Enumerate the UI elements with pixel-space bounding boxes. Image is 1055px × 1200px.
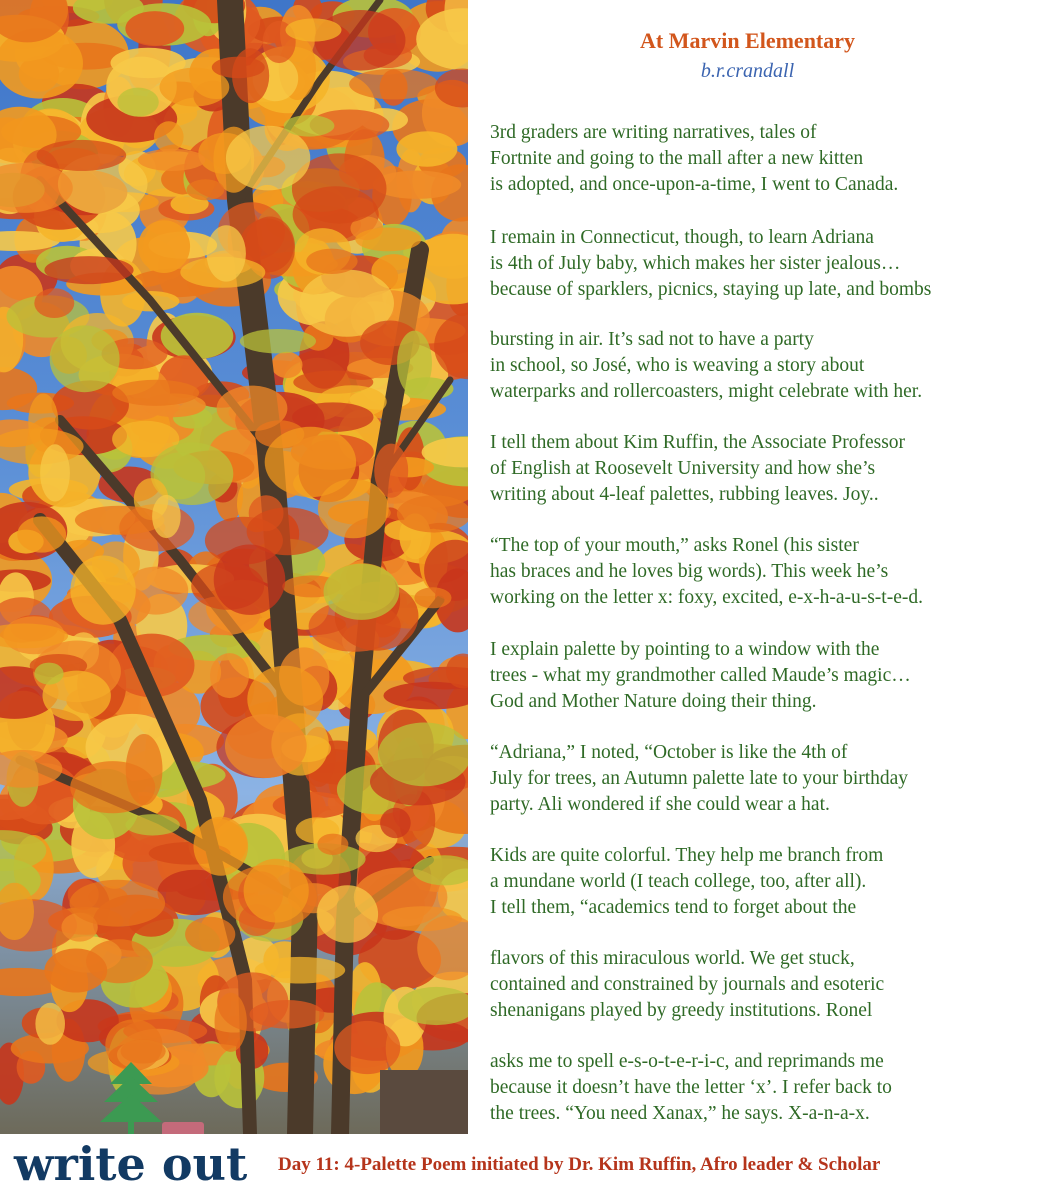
poem-line: is adopted, and once-upon-a-time, I went to Canada. <box>490 174 899 195</box>
poem-line: bursting in air. It’s sad not to have a party <box>490 329 814 350</box>
poem-line: flavors of this miraculous world. We get stuck, <box>490 948 855 969</box>
poem-line: contained and constrained by journals and esoteric <box>490 974 885 995</box>
stanza <box>490 120 1045 198</box>
poem-line: because it doesn’t have the letter ‘x’. I refer back to <box>490 1077 892 1098</box>
poem-line: I tell them about Kim Ruffin, the Associate Professor <box>490 432 906 453</box>
stanza <box>490 637 1045 715</box>
tree-illustration <box>0 0 468 1134</box>
stanza <box>490 533 1045 611</box>
footer-caption: Day 11: 4-Palette Poem initiated by Dr. Kim Ruffin, Afro leader & Scholar <box>278 1154 881 1175</box>
stanza <box>490 740 1045 818</box>
poem-line: Kids are quite colorful. They help me branch from <box>490 845 884 866</box>
footer-bar <box>0 1134 1055 1200</box>
poem-line: I explain palette by pointing to a window with the <box>490 639 880 660</box>
stanza <box>490 225 1045 303</box>
poem-line: because of sparklers, picnics, staying up late, and bombs <box>490 279 932 300</box>
tree-logo-icon <box>98 1062 164 1134</box>
poem-line: 3rd graders are writing narratives, tales of <box>490 122 817 143</box>
poem-line: writing about 4-leaf palettes, rubbing leaves. Joy.. <box>490 484 879 505</box>
poem-title: At Marvin Elementary <box>639 28 856 53</box>
poem-line: of English at Roosevelt University and how she’s <box>490 458 876 479</box>
poem-line: God and Mother Nature doing their thing. <box>490 691 817 712</box>
poem-panel <box>490 0 1050 1134</box>
poem-line: asks me to spell e-s-o-t-e-r-i-c, and reprimands me <box>490 1051 884 1072</box>
poem-line: I tell them, “academics tend to forget about the <box>490 897 857 918</box>
stanza <box>490 843 1045 921</box>
stanza <box>490 1049 1045 1127</box>
poem-line: in school, so José, who is weaving a story about <box>490 355 865 376</box>
poem-author: b.r.crandall <box>700 60 795 82</box>
write-out-logo: write out <box>14 1137 248 1191</box>
poem-line: a mundane world (I teach college, too, after all). <box>490 871 867 892</box>
poem-line: the trees. “You need Xanax,” he says. X-a-n-a-x. <box>490 1103 870 1124</box>
poem-line: shenanigans played by greedy institutions. Ronel <box>490 1000 873 1021</box>
poem-line: working on the letter x: foxy, excited, e-x-h-a-u-s-t-e-d. <box>490 587 923 608</box>
poem-line: July for trees, an Autumn palette late to your birthday <box>490 768 909 789</box>
poem-line: waterparks and rollercoasters, might celebrate with her. <box>490 381 923 402</box>
poem-line: I remain in Connecticut, though, to learn Adriana <box>490 227 874 248</box>
poem-line: Fortnite and going to the mall after a new kitten <box>490 148 864 169</box>
stanza <box>490 946 1045 1024</box>
poem-line: “The top of your mouth,” asks Ronel (his sister <box>490 535 859 556</box>
poem-line: party. Ali wondered if she could wear a hat. <box>490 794 830 815</box>
poem-line: “Adriana,” I noted, “October is like the 4th of <box>490 742 848 763</box>
stanza <box>490 327 1045 405</box>
poem-line: trees - what my grandmother called Maude’s magic… <box>490 665 911 686</box>
poem-line: has braces and he loves big words). This week he’s <box>490 561 889 582</box>
autumn-tree-photo <box>0 0 468 1134</box>
poem-line: is 4th of July baby, which makes her sister jealous… <box>490 253 901 274</box>
stanza <box>490 430 1045 508</box>
